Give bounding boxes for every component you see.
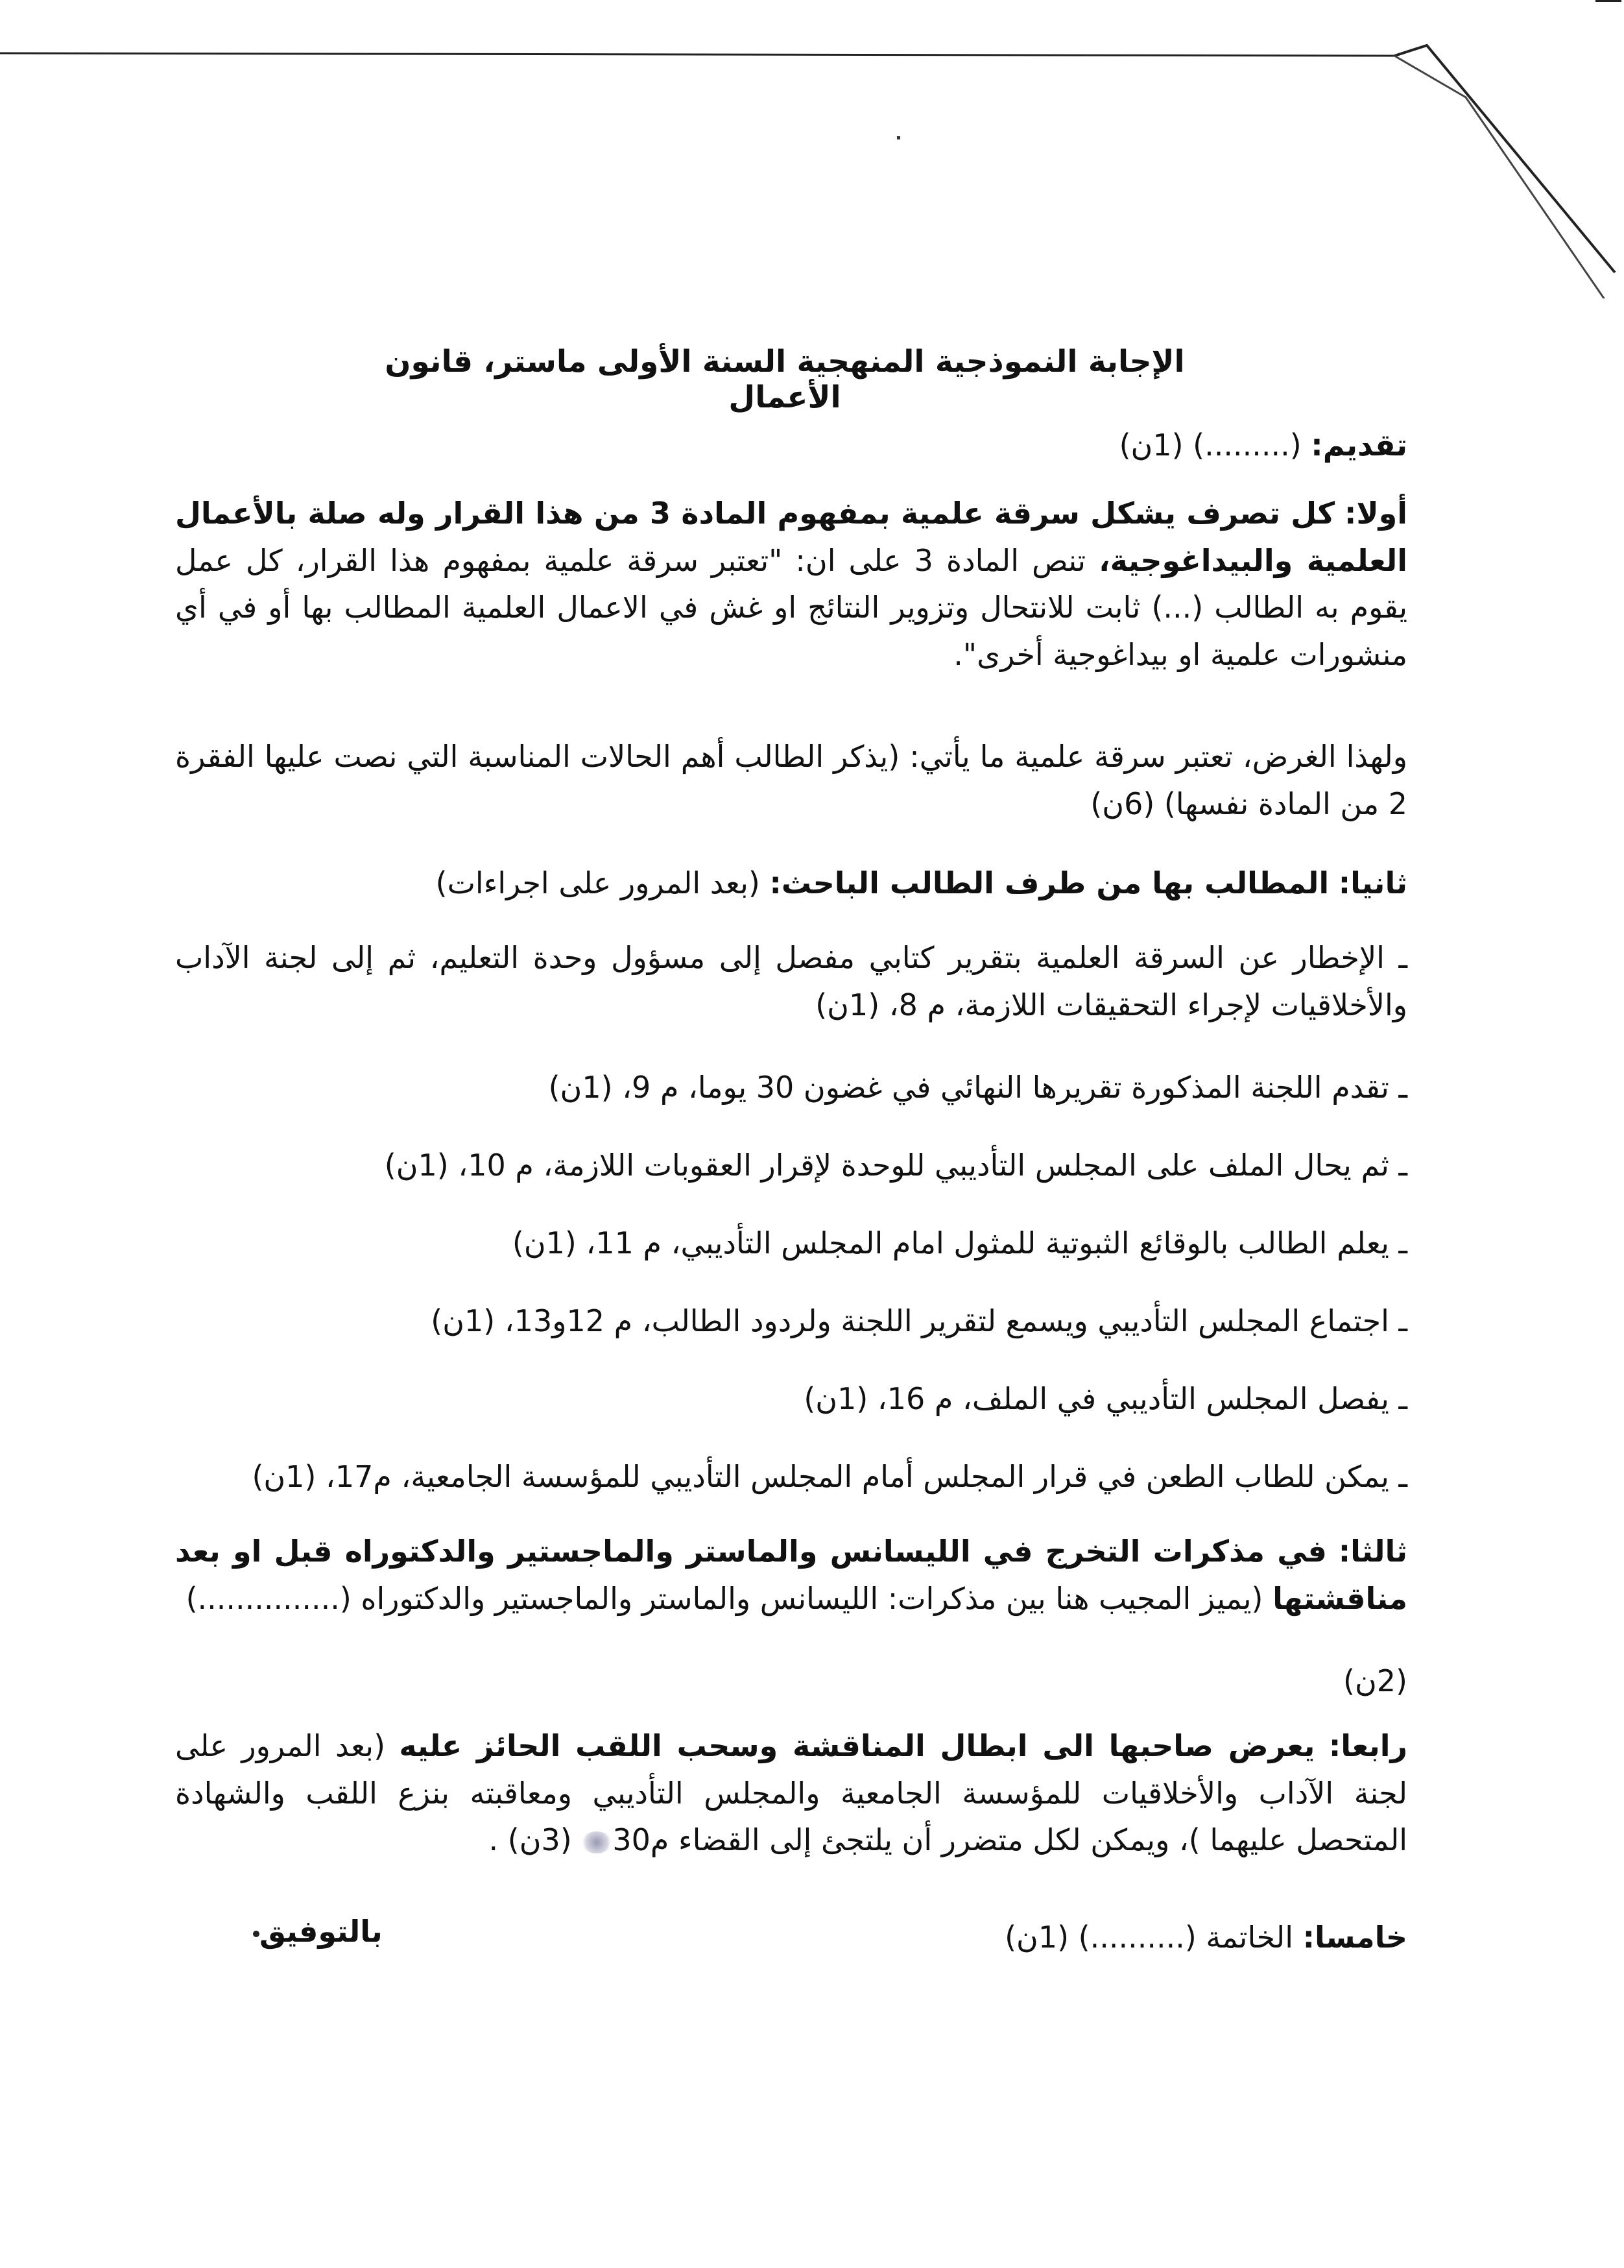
section2-item: ـ الإخطار عن السرقة العلمية بتقرير كتابي مفصل إلى مسؤول وحدة التعليم، ثم إلى لجنة الآداب والأخلاقيات لإجراء التحقيقات اللازمة، م 8، (1ن)	[175, 940, 1407, 1022]
section1-lead: تنص المادة 3 على ان:	[795, 542, 1086, 578]
bullet-dot	[253, 1931, 259, 1937]
section3-label: ثالثا:	[1338, 1534, 1408, 1569]
section1-quote: "تعتبر سرقة علمية بمفهوم هذا القرار، كل عمل يقوم به الطالب (...) ثابت للانتحال وتزوير النتائج او غش في الاعمال العلمية المطالب بها أو في أي منشورات علمية او بيداغوجية أخرى".	[175, 542, 1407, 673]
closing-line	[214, 1914, 383, 1949]
section2-note: (بعد المرور على اجراءات)	[435, 865, 760, 900]
section2-item: ـ يعلم الطالب بالوقائع الثبوتية للمثول امام المجلس التأديبي، م 11، (1ن)	[512, 1225, 1407, 1261]
section4-heading: يعرض صاحبها الى ابطال المناقشة وسحب اللقب الحائز عليه	[399, 1728, 1315, 1763]
scan-paper-edge	[0, 0, 1624, 298]
section1-paragraph	[175, 490, 1407, 679]
section4-paragraph	[175, 1722, 1407, 1864]
section4-label: رابعا:	[1328, 1728, 1407, 1763]
intro-text: (.........) (1ن)	[1119, 428, 1302, 463]
section1-paragraph2: ولهذا الغرض، تعتبر سرقة علمية ما يأتي: (يذكر الطالب أهم الحالات المناسبة التي نصت عليها الفقرة 2 من المادة نفسها) (6ن)	[175, 739, 1407, 821]
section5-label: خامسا:	[1302, 1920, 1407, 1955]
section2-item: ـ ثم يحال الملف على المجلس التأديبي للوحدة لإقرار العقوبات اللازمة، م 10، (1ن)	[384, 1148, 1407, 1183]
ink-smudge	[581, 1831, 612, 1853]
section4-score: (3ن) .	[488, 1822, 572, 1858]
section2-label: ثانيا:	[1338, 865, 1407, 900]
section2-item: ـ يمكن للطاب الطعن في قرار المجلس أمام المجلس التأديبي للمؤسسة الجامعية، م17، (1ن)	[252, 1459, 1407, 1494]
closing-text: بالتوفيق	[259, 1914, 383, 1949]
section3-score: (2ن)	[1343, 1663, 1407, 1698]
section3-paragraph	[175, 1528, 1407, 1622]
section2-heading-line	[175, 860, 1407, 907]
section2-item: ـ تقدم اللجنة المذكورة تقريرها النهائي في غضون 30 يوما، م 9، (1ن)	[548, 1070, 1407, 1105]
section1-label: أولا:	[1344, 496, 1407, 531]
section3-text: (يميز المجيب هنا بين مذكرات: الليسانس والماستر والماجستير والدكتوراه (...............)	[185, 1580, 1263, 1616]
section2-item: ـ يفصل المجلس التأديبي في الملف، م 16، (1ن)	[804, 1381, 1407, 1416]
intro-line	[175, 422, 1407, 469]
section2-heading: المطالب بها من طرف الطالب الباحث:	[769, 865, 1330, 900]
document-title: الإجابة النموذجية المنهجية السنة الأولى ماستر، قانون الأعمال	[385, 344, 1185, 415]
section3-heading: في مذكرات التخرج في الليسانس والماستر والماجستير والدكتوراه قبل او بعد مناقشتها	[175, 1534, 1407, 1616]
section1-heading: كل تصرف يشكل سرقة علمية بمفهوم المادة 3 من هذا القرار وله صلة بالأعمال العلمية والبيداغوجية،	[175, 496, 1408, 578]
section4-text: (بعد المرور على لجنة الآداب والأخلاقيات للمؤسسة الجامعية والمجلس التأديبي ومعاقبته بنزع اللقب والشهادة المتحصل عليهما )، ويمكن لكل متضرر أن يلتجئ إلى القضاء م30	[175, 1728, 1407, 1858]
section5-text: الخاتمة (..........) (1ن)	[1005, 1920, 1293, 1955]
intro-label: تقديم:	[1311, 428, 1407, 463]
section2-item: ـ اجتماع المجلس التأديبي ويسمع لتقرير اللجنة ولردود الطالب، م 12و13، (1ن)	[431, 1303, 1407, 1338]
